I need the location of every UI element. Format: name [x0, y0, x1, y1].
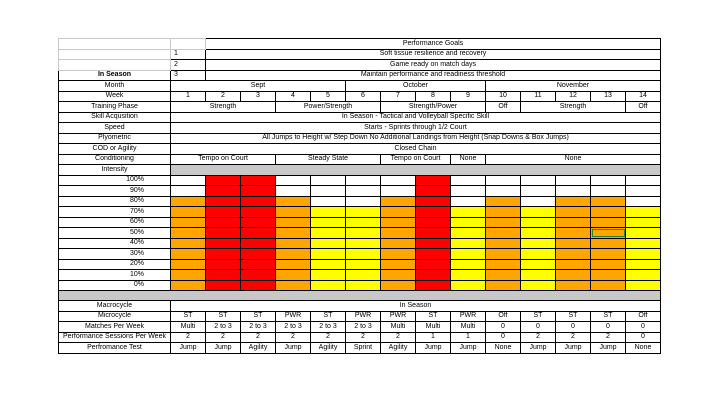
intensity-cell[interactable]: [381, 238, 416, 249]
week-cell[interactable]: 14: [626, 91, 661, 102]
intensity-cell[interactable]: [241, 270, 276, 281]
goal-number[interactable]: 2: [171, 60, 206, 71]
intensity-cell[interactable]: [311, 228, 346, 239]
sessions-cell[interactable]: 1: [451, 332, 486, 343]
intensity-cell[interactable]: [381, 207, 416, 218]
intensity-cell[interactable]: [591, 259, 626, 270]
intensity-cell[interactable]: [276, 207, 311, 218]
intensity-cell[interactable]: [241, 228, 276, 239]
sessions-cell[interactable]: 2: [591, 332, 626, 343]
intensity-cell[interactable]: [381, 217, 416, 228]
row-label-matches[interactable]: Matches Per Week: [59, 322, 171, 333]
intensity-cell[interactable]: [241, 196, 276, 207]
test-cell[interactable]: Agility: [381, 343, 416, 354]
sessions-cell[interactable]: 2: [521, 332, 556, 343]
test-cell[interactable]: Jump: [521, 343, 556, 354]
intensity-cell[interactable]: [171, 270, 206, 281]
intensity-cell[interactable]: [241, 217, 276, 228]
intensity-cell[interactable]: [486, 259, 521, 270]
intensity-cell[interactable]: [451, 259, 486, 270]
intensity-band[interactable]: [171, 165, 661, 176]
intensity-cell[interactable]: [241, 238, 276, 249]
row-label-training-phase[interactable]: Training Phase: [59, 102, 171, 113]
intensity-cell[interactable]: [206, 186, 241, 197]
phase-cell[interactable]: Power/Strength: [276, 102, 381, 113]
intensity-cell[interactable]: [591, 217, 626, 228]
intensity-cell[interactable]: [556, 207, 591, 218]
conditioning-cell[interactable]: None: [451, 154, 486, 165]
microcycle-cell[interactable]: ST: [591, 311, 626, 322]
row-label-intensity[interactable]: Intensity: [59, 165, 171, 176]
intensity-level-label[interactable]: 70%: [59, 207, 171, 218]
row-label-week[interactable]: Week: [59, 91, 171, 102]
intensity-cell[interactable]: [591, 249, 626, 260]
intensity-cell[interactable]: [521, 186, 556, 197]
intensity-cell[interactable]: [626, 228, 661, 239]
intensity-cell[interactable]: [276, 270, 311, 281]
matches-cell[interactable]: 2 to 3: [276, 322, 311, 333]
intensity-cell[interactable]: [276, 196, 311, 207]
goal-text[interactable]: Soft tissue resilience and recovery: [206, 49, 661, 60]
intensity-cell[interactable]: [556, 196, 591, 207]
intensity-cell[interactable]: [381, 196, 416, 207]
intensity-cell[interactable]: [486, 238, 521, 249]
sessions-cell[interactable]: 2: [276, 332, 311, 343]
row-label-macrocycle[interactable]: Macrocycle: [59, 301, 171, 312]
microcycle-cell[interactable]: ST: [311, 311, 346, 322]
matches-cell[interactable]: 0: [521, 322, 556, 333]
intensity-cell[interactable]: [451, 175, 486, 186]
week-cell[interactable]: 5: [311, 91, 346, 102]
phase-cell[interactable]: Off: [486, 102, 521, 113]
intensity-cell[interactable]: [206, 217, 241, 228]
intensity-cell[interactable]: [276, 186, 311, 197]
intensity-cell[interactable]: [171, 217, 206, 228]
intensity-cell[interactable]: [521, 249, 556, 260]
test-cell[interactable]: Jump: [416, 343, 451, 354]
matches-cell[interactable]: 0: [556, 322, 591, 333]
test-cell[interactable]: None: [486, 343, 521, 354]
conditioning-cell[interactable]: Steady State: [276, 154, 381, 165]
week-cell[interactable]: 4: [276, 91, 311, 102]
matches-cell[interactable]: 2 to 3: [241, 322, 276, 333]
sessions-cell[interactable]: 2: [381, 332, 416, 343]
empty-cell[interactable]: [59, 60, 171, 71]
matches-cell[interactable]: 2 to 3: [311, 322, 346, 333]
intensity-level-label[interactable]: 50%: [59, 228, 171, 239]
sessions-cell[interactable]: 2: [556, 332, 591, 343]
intensity-cell[interactable]: [241, 249, 276, 260]
intensity-cell[interactable]: [206, 196, 241, 207]
intensity-cell[interactable]: [311, 249, 346, 260]
intensity-cell[interactable]: [626, 259, 661, 270]
conditioning-cell[interactable]: None: [486, 154, 661, 165]
microcycle-cell[interactable]: ST: [241, 311, 276, 322]
intensity-cell[interactable]: [556, 238, 591, 249]
intensity-cell[interactable]: [346, 217, 381, 228]
intensity-level-label[interactable]: 100%: [59, 175, 171, 186]
intensity-cell[interactable]: [626, 186, 661, 197]
week-cell[interactable]: 7: [381, 91, 416, 102]
intensity-cell[interactable]: [311, 175, 346, 186]
intensity-cell[interactable]: [241, 259, 276, 270]
goals-header[interactable]: Performance Goals: [206, 39, 661, 50]
intensity-cell[interactable]: [521, 280, 556, 291]
intensity-cell[interactable]: [206, 175, 241, 186]
matches-cell[interactable]: 0: [626, 322, 661, 333]
test-cell[interactable]: Jump: [591, 343, 626, 354]
intensity-cell[interactable]: [241, 207, 276, 218]
week-cell[interactable]: 8: [416, 91, 451, 102]
matches-cell[interactable]: Multi: [416, 322, 451, 333]
intensity-cell[interactable]: [451, 217, 486, 228]
intensity-cell[interactable]: [556, 249, 591, 260]
intensity-cell[interactable]: [346, 186, 381, 197]
intensity-cell[interactable]: [591, 186, 626, 197]
intensity-cell[interactable]: [451, 249, 486, 260]
intensity-cell[interactable]: [206, 270, 241, 281]
intensity-cell[interactable]: [521, 196, 556, 207]
microcycle-cell[interactable]: Off: [626, 311, 661, 322]
intensity-cell[interactable]: [416, 270, 451, 281]
intensity-cell[interactable]: [206, 249, 241, 260]
week-cell[interactable]: 9: [451, 91, 486, 102]
conditioning-cell[interactable]: Tempo on Court: [381, 154, 451, 165]
intensity-cell[interactable]: [416, 238, 451, 249]
intensity-cell[interactable]: [171, 238, 206, 249]
intensity-cell[interactable]: [416, 186, 451, 197]
intensity-cell[interactable]: [276, 228, 311, 239]
intensity-cell[interactable]: [206, 259, 241, 270]
intensity-cell[interactable]: [521, 238, 556, 249]
intensity-cell[interactable]: [171, 249, 206, 260]
microcycle-cell[interactable]: ST: [206, 311, 241, 322]
microcycle-cell[interactable]: PWR: [346, 311, 381, 322]
intensity-cell[interactable]: [416, 196, 451, 207]
microcycle-cell[interactable]: ST: [556, 311, 591, 322]
matches-cell[interactable]: 0: [486, 322, 521, 333]
intensity-cell[interactable]: [521, 217, 556, 228]
intensity-cell[interactable]: [451, 207, 486, 218]
intensity-cell[interactable]: [311, 217, 346, 228]
microcycle-cell[interactable]: PWR: [451, 311, 486, 322]
intensity-cell[interactable]: [206, 238, 241, 249]
sessions-cell[interactable]: 2: [171, 332, 206, 343]
row-label-speed[interactable]: Speed: [59, 123, 171, 134]
intensity-grid: [59, 175, 661, 291]
speed-cell[interactable]: Starts - Sprints through 1/2 Court: [171, 123, 661, 134]
phase-cell[interactable]: Off: [626, 102, 661, 113]
week-cell[interactable]: 3: [241, 91, 276, 102]
intensity-cell[interactable]: [591, 228, 626, 239]
intensity-cell[interactable]: [171, 280, 206, 291]
test-cell[interactable]: Jump: [171, 343, 206, 354]
intensity-cell[interactable]: [311, 270, 346, 281]
sessions-cell[interactable]: 1: [416, 332, 451, 343]
intensity-level-label[interactable]: 30%: [59, 249, 171, 260]
row-label-microcycle[interactable]: Microcycle: [59, 311, 171, 322]
intensity-cell[interactable]: [276, 249, 311, 260]
row-label-month[interactable]: Month: [59, 81, 171, 92]
intensity-cell[interactable]: [556, 270, 591, 281]
intensity-cell[interactable]: [591, 280, 626, 291]
intensity-cell[interactable]: [346, 238, 381, 249]
test-cell[interactable]: Agility: [311, 343, 346, 354]
intensity-cell[interactable]: [311, 280, 346, 291]
row-label-skill[interactable]: Skill Acqusition: [59, 112, 171, 123]
intensity-cell[interactable]: [591, 270, 626, 281]
intensity-cell[interactable]: [486, 249, 521, 260]
intensity-cell[interactable]: [626, 217, 661, 228]
test-cell[interactable]: Jump: [276, 343, 311, 354]
intensity-cell[interactable]: [451, 280, 486, 291]
intensity-level-label[interactable]: 90%: [59, 186, 171, 197]
intensity-cell[interactable]: [276, 238, 311, 249]
intensity-level-label[interactable]: 40%: [59, 238, 171, 249]
intensity-cell[interactable]: [241, 175, 276, 186]
intensity-cell[interactable]: [626, 196, 661, 207]
phase-cell[interactable]: Strength: [521, 102, 626, 113]
sessions-cell[interactable]: 2: [311, 332, 346, 343]
matches-cell[interactable]: 2 to 3: [206, 322, 241, 333]
test-cell[interactable]: None: [626, 343, 661, 354]
intensity-cell[interactable]: [241, 186, 276, 197]
intensity-cell[interactable]: [486, 196, 521, 207]
intensity-cell[interactable]: [416, 228, 451, 239]
matches-cell[interactable]: 2 to 3: [346, 322, 381, 333]
row-label-sessions[interactable]: Performance Sessions Per Week: [59, 332, 171, 343]
intensity-cell[interactable]: [451, 238, 486, 249]
intensity-cell[interactable]: [451, 196, 486, 207]
intensity-cell[interactable]: [381, 259, 416, 270]
intensity-cell[interactable]: [591, 238, 626, 249]
goal-number[interactable]: 3: [171, 70, 206, 81]
intensity-cell[interactable]: [486, 270, 521, 281]
intensity-cell[interactable]: [626, 280, 661, 291]
row-label-cod[interactable]: COD or Agility: [59, 144, 171, 155]
intensity-cell[interactable]: [381, 175, 416, 186]
test-cell[interactable]: Agility: [241, 343, 276, 354]
intensity-cell[interactable]: [311, 207, 346, 218]
intensity-cell[interactable]: [381, 280, 416, 291]
intensity-level-label[interactable]: 60%: [59, 217, 171, 228]
intensity-cell[interactable]: [381, 249, 416, 260]
intensity-cell[interactable]: [346, 280, 381, 291]
sessions-cell[interactable]: 0: [626, 332, 661, 343]
microcycle-cell[interactable]: Off: [486, 311, 521, 322]
intensity-cell[interactable]: [171, 186, 206, 197]
phase-cell[interactable]: Strength: [171, 102, 276, 113]
month-cell[interactable]: November: [486, 81, 661, 92]
matches-cell[interactable]: Multi: [381, 322, 416, 333]
skill-cell[interactable]: In Season - Tactical and Volleyball Specific Skill: [171, 112, 661, 123]
intensity-cell[interactable]: [346, 270, 381, 281]
intensity-cell[interactable]: [206, 207, 241, 218]
intensity-cell[interactable]: [556, 217, 591, 228]
intensity-cell[interactable]: [521, 259, 556, 270]
microcycle-cell[interactable]: ST: [521, 311, 556, 322]
intensity-cell[interactable]: [451, 270, 486, 281]
intensity-cell[interactable]: [416, 175, 451, 186]
intensity-cell[interactable]: [276, 280, 311, 291]
goal-number[interactable]: 1: [171, 49, 206, 60]
intensity-cell[interactable]: [626, 249, 661, 260]
intensity-cell[interactable]: [206, 228, 241, 239]
intensity-cell[interactable]: [416, 207, 451, 218]
week-cell[interactable]: 13: [591, 91, 626, 102]
intensity-cell[interactable]: [486, 175, 521, 186]
intensity-cell[interactable]: [381, 186, 416, 197]
row-label-conditioning[interactable]: Conditioning: [59, 154, 171, 165]
empty-cell[interactable]: [59, 39, 171, 50]
intensity-cell[interactable]: [486, 217, 521, 228]
intensity-cell[interactable]: [521, 270, 556, 281]
week-cell[interactable]: 2: [206, 91, 241, 102]
month-cell[interactable]: Sept: [171, 81, 346, 92]
intensity-cell[interactable]: [521, 228, 556, 239]
intensity-cell[interactable]: [346, 228, 381, 239]
intensity-cell[interactable]: [381, 270, 416, 281]
microcycle-cell[interactable]: ST: [171, 311, 206, 322]
conditioning-cell[interactable]: Tempo on Court: [171, 154, 276, 165]
test-cell[interactable]: Jump: [451, 343, 486, 354]
row-label-plyometric[interactable]: Plyometric: [59, 133, 171, 144]
intensity-cell[interactable]: [416, 249, 451, 260]
intensity-cell[interactable]: [171, 175, 206, 186]
season-label[interactable]: In Season: [59, 70, 171, 81]
intensity-cell[interactable]: [311, 238, 346, 249]
intensity-cell[interactable]: [626, 270, 661, 281]
intensity-cell[interactable]: [311, 259, 346, 270]
intensity-cell[interactable]: [591, 175, 626, 186]
intensity-cell[interactable]: [171, 196, 206, 207]
intensity-cell[interactable]: [486, 280, 521, 291]
intensity-cell[interactable]: [486, 186, 521, 197]
week-cell[interactable]: 1: [171, 91, 206, 102]
cod-cell[interactable]: Closed Chain: [171, 144, 661, 155]
week-cell[interactable]: 11: [521, 91, 556, 102]
intensity-cell[interactable]: [381, 228, 416, 239]
intensity-cell[interactable]: [626, 207, 661, 218]
intensity-cell[interactable]: [346, 175, 381, 186]
test-cell[interactable]: Sprint: [346, 343, 381, 354]
test-cell[interactable]: Jump: [206, 343, 241, 354]
macrocycle-cell[interactable]: In Season: [171, 301, 661, 312]
intensity-cell[interactable]: [171, 228, 206, 239]
week-cell[interactable]: 6: [346, 91, 381, 102]
matches-cell[interactable]: 0: [591, 322, 626, 333]
intensity-cell[interactable]: [486, 228, 521, 239]
week-cell[interactable]: 12: [556, 91, 591, 102]
row-label-test[interactable]: Perfromance Test: [59, 343, 171, 354]
intensity-cell[interactable]: [311, 196, 346, 207]
intensity-level-label[interactable]: 20%: [59, 259, 171, 270]
empty-cell[interactable]: [59, 49, 171, 60]
intensity-cell[interactable]: [416, 217, 451, 228]
intensity-cell[interactable]: [556, 280, 591, 291]
month-cell[interactable]: October: [346, 81, 486, 92]
goal-text[interactable]: Game ready on match days: [206, 60, 661, 71]
intensity-level-label[interactable]: 0%: [59, 280, 171, 291]
intensity-cell[interactable]: [416, 259, 451, 270]
intensity-cell[interactable]: [171, 259, 206, 270]
intensity-cell[interactable]: [451, 186, 486, 197]
intensity-cell[interactable]: [556, 228, 591, 239]
intensity-cell[interactable]: [556, 259, 591, 270]
intensity-cell[interactable]: [626, 238, 661, 249]
section-divider: [59, 291, 661, 301]
intensity-cell[interactable]: [206, 280, 241, 291]
goal-text[interactable]: Maintain performance and readiness threshold: [206, 70, 661, 81]
sessions-cell[interactable]: 2: [206, 332, 241, 343]
intensity-cell[interactable]: [171, 207, 206, 218]
intensity-cell[interactable]: [346, 259, 381, 270]
intensity-cell[interactable]: [276, 217, 311, 228]
phase-cell[interactable]: Strength/Power: [381, 102, 486, 113]
intensity-cell[interactable]: [591, 207, 626, 218]
sessions-cell[interactable]: 2: [346, 332, 381, 343]
week-cell[interactable]: 10: [486, 91, 521, 102]
sessions-cell[interactable]: 2: [241, 332, 276, 343]
intensity-cell[interactable]: [416, 280, 451, 291]
intensity-cell[interactable]: [451, 228, 486, 239]
intensity-cell[interactable]: [276, 259, 311, 270]
empty-cell[interactable]: [171, 39, 206, 50]
intensity-level-label[interactable]: 10%: [59, 270, 171, 281]
intensity-cell[interactable]: [521, 175, 556, 186]
microcycle-cell[interactable]: PWR: [381, 311, 416, 322]
intensity-cell[interactable]: [311, 186, 346, 197]
intensity-cell[interactable]: [276, 175, 311, 186]
matches-cell[interactable]: Multi: [171, 322, 206, 333]
intensity-cell[interactable]: [241, 280, 276, 291]
intensity-cell[interactable]: [486, 207, 521, 218]
sessions-cell[interactable]: 0: [486, 332, 521, 343]
microcycle-cell[interactable]: ST: [416, 311, 451, 322]
matches-cell[interactable]: Multi: [451, 322, 486, 333]
plyometric-cell[interactable]: All Jumps to Height w/ Step Down No Additional Landings from Height (Snap Downs & Box Jumps): [171, 133, 661, 144]
intensity-cell[interactable]: [556, 175, 591, 186]
periodization-table: [58, 38, 661, 354]
intensity-cell[interactable]: [346, 196, 381, 207]
intensity-level-label[interactable]: 80%: [59, 196, 171, 207]
microcycle-cell[interactable]: PWR: [276, 311, 311, 322]
intensity-cell[interactable]: [591, 196, 626, 207]
test-cell[interactable]: Jump: [556, 343, 591, 354]
intensity-cell[interactable]: [346, 207, 381, 218]
intensity-cell[interactable]: [521, 207, 556, 218]
intensity-cell[interactable]: [626, 175, 661, 186]
intensity-cell[interactable]: [556, 186, 591, 197]
intensity-cell[interactable]: [346, 249, 381, 260]
